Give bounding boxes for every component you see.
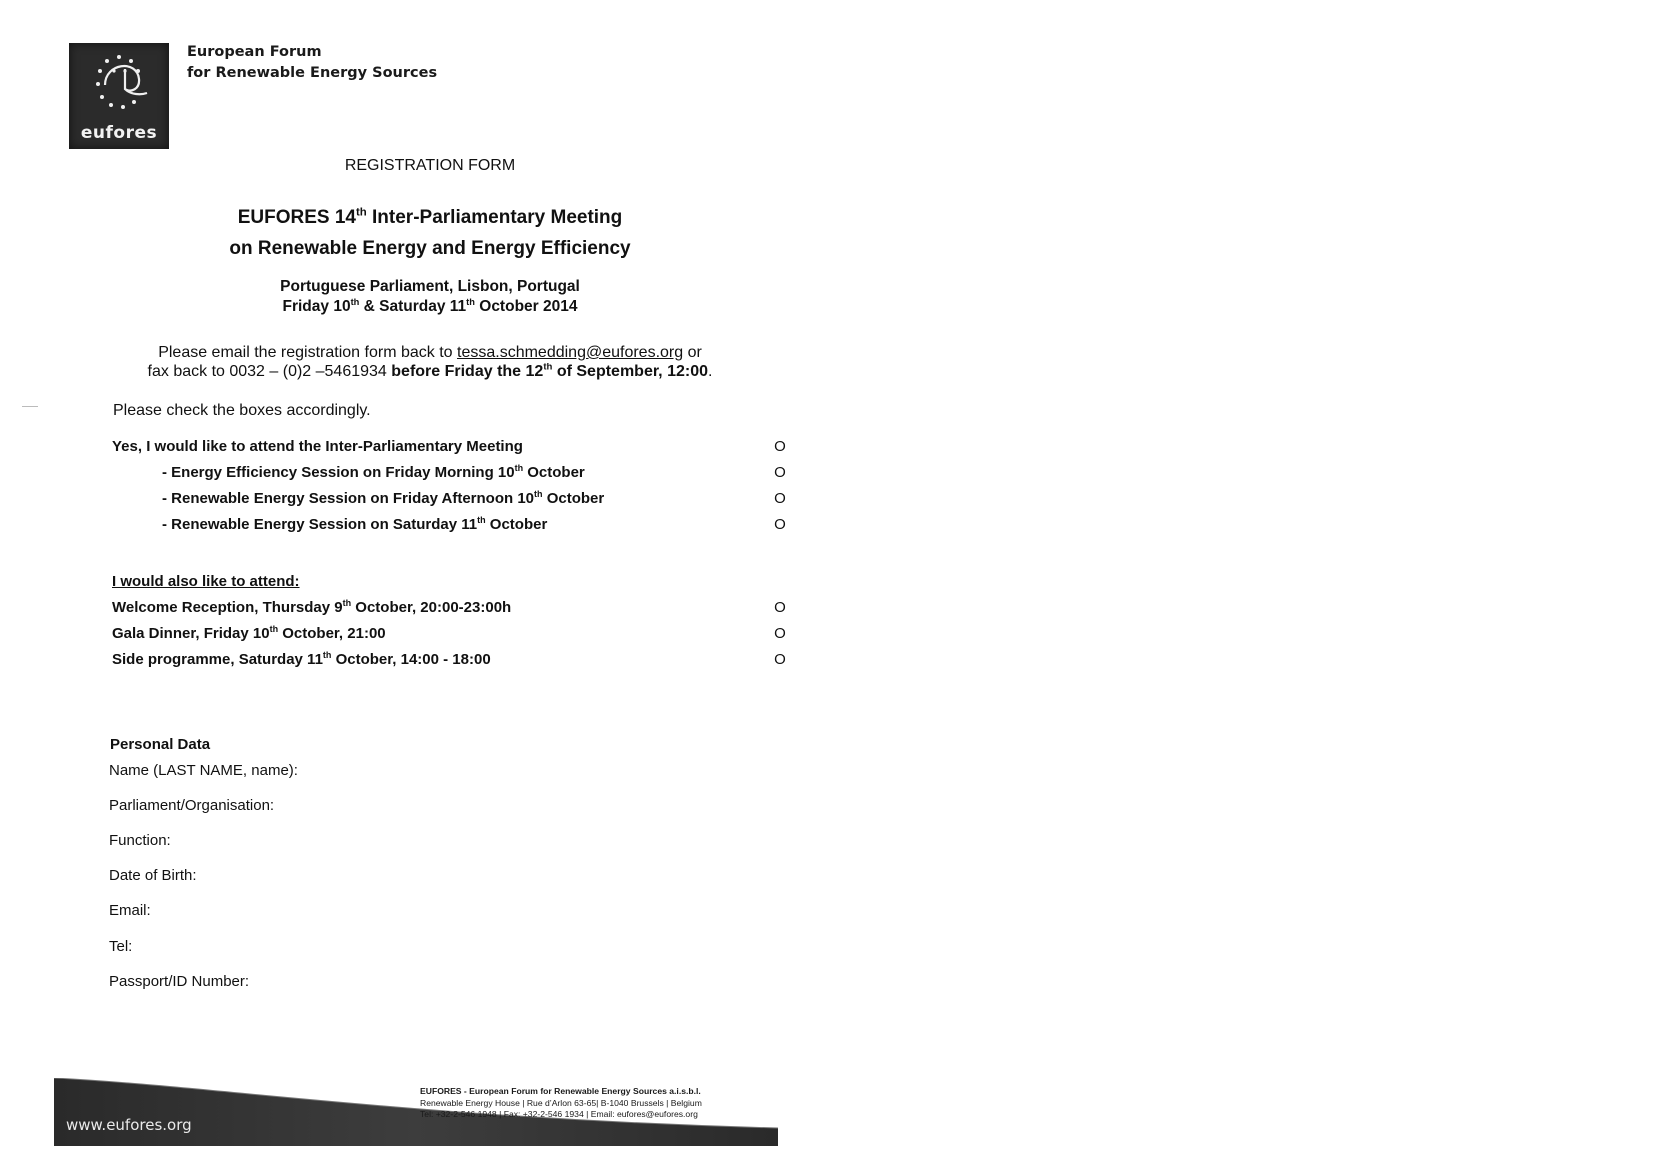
submission-note <box>110 343 750 381</box>
submission-note-line2 <box>110 362 750 381</box>
session-text: October <box>542 490 605 507</box>
note-text: or <box>683 344 702 361</box>
organisation-field-label: Parliament/Organisation: <box>109 797 275 814</box>
fax-text: fax back to 0032 – (0)2 –5461934 <box>147 363 392 380</box>
footer-org-text: EUFORES - European Forum for Renewable Energy Sources a.i.s.b.l. <box>420 1086 701 1096</box>
session-option <box>162 516 787 533</box>
meeting-title-line1 <box>130 202 730 233</box>
date-part: Friday 10 <box>282 298 351 315</box>
deadline-text: before Friday the 12 <box>391 363 544 380</box>
deadline <box>391 363 708 380</box>
attend-meeting-checkbox[interactable]: O <box>774 438 786 455</box>
extra-label <box>112 599 511 616</box>
extra-checkbox[interactable]: O <box>774 625 786 642</box>
session-checkbox[interactable]: O <box>774 490 786 507</box>
note-text: . <box>708 363 713 380</box>
extra-checkbox[interactable]: O <box>774 599 786 616</box>
note-text: Please email the registration form back to <box>158 344 457 361</box>
extra-text: Gala Dinner, Friday 10 <box>112 625 270 642</box>
session-checkbox[interactable]: O <box>774 516 786 533</box>
footer-street: Renewable Energy House | Rue d’Arlon 63-65| B-1040 Brussels | Belgium <box>420 1097 702 1108</box>
session-option <box>162 490 787 507</box>
deadline-sup: th <box>543 361 553 373</box>
extra-text: October, 21:00 <box>278 625 386 642</box>
meeting-title-sup: th <box>355 206 367 219</box>
date-sup: th <box>350 296 360 307</box>
extra-option <box>112 651 787 668</box>
name-field-label: Name (LAST NAME, name): <box>109 762 298 779</box>
session-text: - Energy Efficiency Session on Friday Morning 10 <box>162 464 515 481</box>
instructions: Please check the boxes accordingly. <box>113 402 371 419</box>
tel-field-label: Tel: <box>109 938 133 955</box>
session-text: - Renewable Energy Session on Friday Afternoon 10 <box>162 490 535 507</box>
session-sup: th <box>534 489 543 499</box>
extra-text: October, 20:00-23:00h <box>351 599 512 616</box>
session-label <box>162 464 585 481</box>
session-sup: th <box>477 515 486 525</box>
attend-meeting-label: Yes, I would like to attend the Inter-Parliamentary Meeting <box>112 438 523 455</box>
venue-dates <box>170 297 690 317</box>
meeting-title-line2: on Renewable Energy and Energy Efficiency <box>229 238 631 259</box>
attend-meeting-option <box>112 438 787 455</box>
session-text: October <box>523 464 585 481</box>
extra-sup: th <box>322 650 332 660</box>
function-field-label: Function: <box>109 832 171 849</box>
session-sup: th <box>514 463 524 473</box>
extra-checkbox[interactable]: O <box>774 651 786 668</box>
session-option <box>162 464 787 481</box>
venue-info <box>170 277 690 317</box>
extra-option <box>112 599 787 616</box>
session-checkbox[interactable]: O <box>774 464 786 481</box>
footer-org <box>420 1086 702 1098</box>
logo-wordmark: eufores <box>80 123 158 143</box>
extra-text: Side programme, Saturday 11 <box>112 651 323 668</box>
date-part: October 2014 <box>474 298 578 315</box>
date-of-birth-field-label: Date of Birth: <box>109 867 197 884</box>
email-link[interactable]: tessa.schmedding@eufores.org <box>457 344 684 361</box>
extra-option <box>112 625 787 642</box>
extra-sup: th <box>269 624 279 634</box>
org-name-line2: for Renewable Energy Sources <box>187 65 438 81</box>
session-label <box>162 516 547 533</box>
eufores-logo <box>69 43 169 149</box>
form-title: REGISTRATION FORM <box>344 157 516 174</box>
extra-label <box>112 651 491 668</box>
meeting-title-text-2: Inter-Parliamentary Meeting <box>366 207 623 228</box>
extra-sup: th <box>342 598 352 608</box>
personal-data-title: Personal Data <box>110 736 211 753</box>
email-field-label: Email: <box>109 902 151 919</box>
session-text: - Renewable Energy Session on Saturday 11 <box>162 516 478 533</box>
deadline-text: of September, 12:00 <box>552 363 708 380</box>
passport-field-label: Passport/ID Number: <box>109 973 250 990</box>
date-sup: th <box>466 296 475 307</box>
session-text: October <box>485 516 548 533</box>
eu-stars-icon <box>81 49 157 121</box>
meeting-title <box>130 202 730 264</box>
submission-note-line1 <box>110 343 750 362</box>
scan-mark <box>22 406 38 407</box>
venue-location: Portuguese Parliament, Lisbon, Portugal <box>280 278 580 295</box>
website-url[interactable]: www.eufores.org <box>66 1116 192 1134</box>
extra-text: Welcome Reception, Thursday 9 <box>112 599 343 616</box>
extra-text: October, 14:00 - 18:00 <box>331 651 491 668</box>
session-label <box>162 490 604 507</box>
organization-name <box>187 42 437 84</box>
footer-contact: Tel: +32-2-546 1948 | Fax: +32-2-546 1934 | Email: eufores@eufores.org <box>420 1109 698 1119</box>
extra-label <box>112 625 386 642</box>
footer-address <box>420 1086 702 1121</box>
meeting-title-text: EUFORES 14 <box>237 207 356 228</box>
org-name-line1: European Forum <box>187 44 322 60</box>
date-part: & Saturday 11 <box>359 298 467 315</box>
extras-heading: I would also like to attend: <box>112 573 300 590</box>
